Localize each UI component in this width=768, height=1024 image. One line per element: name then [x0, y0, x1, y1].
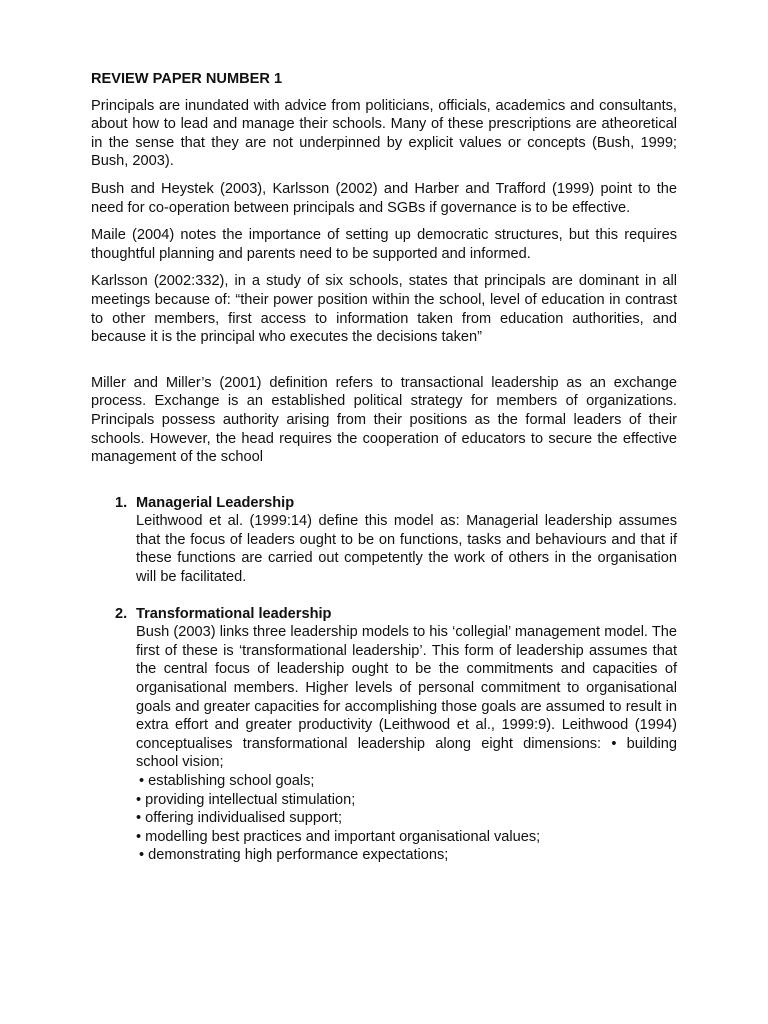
paragraph-karlsson-study: Karlsson (2002:332), in a study of six schools, states that principals are dominant in all meetings because of: “their power position within the school, level of education in contrast to other members, first access to information taken from education authorities, and because it is the principal who executes the decisions taken” — [91, 273, 677, 346]
section-heading: Managerial Leadership — [136, 494, 295, 511]
leadership-models-list — [91, 494, 677, 865]
paragraph-democratic-structures: Maile (2004) notes the importance of setting up democratic structures, but this requires thoughtful planning and parents need to be supported and informed. — [91, 227, 677, 262]
bullet-item: • offering individualised support; — [136, 810, 343, 827]
bullet-item: • providing intellectual stimulation; — [136, 791, 356, 808]
list-number: 1. — [115, 494, 128, 511]
section-body: Leithwood et al. (1999:14) define this model as: Managerial leadership assumes that the focus of leaders ought to be on functions, tasks and behaviours and that if these functions are carried out competently the work of others in the organisation will be facilitated. — [136, 513, 677, 586]
list-number: 2. — [115, 605, 128, 622]
paragraph-principals-advice: Principals are inundated with advice from politicians, officials, academics and consultants, about how to lead and manage their schools. Many of these prescriptions are atheoretical in the sense that they are not underpinned by explicit values or concepts (Bush, 1999; Bush, 2003). — [91, 97, 677, 170]
list-item-transformational-leadership — [91, 605, 677, 865]
bullet-item: • establishing school goals; — [139, 773, 315, 789]
dimensions-bullet-list — [136, 772, 677, 865]
document-title: REVIEW PAPER NUMBER 1 — [91, 71, 283, 87]
list-item-managerial-leadership — [91, 494, 677, 587]
section-heading: Transformational leadership — [136, 605, 332, 622]
bullet-item: • demonstrating high performance expectations; — [139, 847, 449, 864]
bullet-item: • modelling best practices and important organisational values; — [136, 828, 541, 845]
paragraph-transactional-leadership: Miller and Miller’s (2001) definition refers to transactional leadership as an exchange process. Exchange is an established political strategy for members of organizations. Principals possess authority arising from their positions as the formal leaders of their schools. However, the head requires the cooperation of educators to secure the effective management of the school — [91, 374, 677, 466]
document-page — [91, 70, 677, 883]
paragraph-spacer — [91, 356, 677, 374]
section-body: Bush (2003) links three leadership models to his ‘collegial’ management model. The first of these is ‘transformational leadership’. This form of leadership assumes that the central focus of leadership ought to be the commitments and capacities of organisational members. Higher levels of personal commitment to organisational goals and greater capacities for accomplishing those goals are assumed to result in extra effort and greater productivity (Leithwood et al., 1999:9). Leithwood (1994) conceptualises transformational leadership along eight dimensions: • building school vision; — [136, 624, 677, 771]
paragraph-cooperation-sgbs: Bush and Heystek (2003), Karlsson (2002) and Harber and Trafford (1999) point to the need for co-operation between principals and SGBs if governance is to be effective. — [91, 180, 677, 216]
